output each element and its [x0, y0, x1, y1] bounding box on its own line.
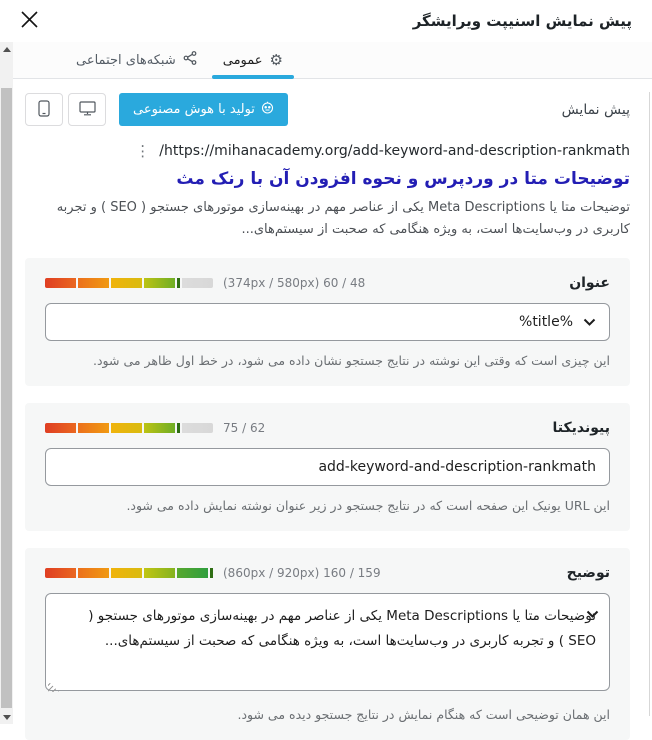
generate-with-ai-label: تولید با هوش مصنوعی [133, 102, 255, 117]
tab-general-label: عمومی [222, 52, 263, 68]
scroll-down-button[interactable] [0, 710, 13, 724]
close-button[interactable] [16, 6, 43, 36]
title-input[interactable] [45, 303, 610, 341]
title-field-label: عنوان [569, 274, 610, 291]
title-length-gauge [45, 278, 213, 288]
description-help-text: این همان توضیحی است که هنگام نمایش در نتایج جستجو دیده می شود. [237, 706, 610, 722]
mobile-icon [38, 100, 50, 120]
serp-description: توضیحات متا یا Meta Descriptions یکی از عناصر مهم در بهینه‌سازی موتورهای جستجو ( SEO ) و تجربه کاربری در وب‌سایت‌ها است، به ویژه هنگامی که صحبت از سیستم‌های... [56, 199, 630, 237]
permalink-count: 75 / 62 [223, 420, 266, 435]
description-field-card [25, 548, 630, 740]
title-field-card [25, 258, 630, 386]
scrollbar-thumb[interactable] [1, 88, 12, 708]
description-field-label: توضیح [566, 564, 610, 581]
scroll-up-button[interactable] [0, 42, 13, 56]
desktop-icon [79, 101, 96, 119]
title-value: %title% [519, 313, 573, 330]
title-count: (374px / 580px) 60 / 48 [223, 275, 366, 290]
serp-title-link[interactable]: توضیحات متا در وردپرس و نحوه افزودن آن با رنک مث [176, 169, 630, 189]
scroll-down-icon [3, 715, 11, 720]
serp-url-row [25, 143, 630, 159]
ai-robot-icon [261, 101, 274, 118]
close-icon [20, 10, 39, 32]
scroll-up-icon [3, 47, 11, 52]
chevron-down-icon[interactable] [586, 604, 599, 623]
share-network-icon [183, 51, 197, 69]
tab-social-label: شبکه‌های اجتماعی [76, 52, 176, 68]
tab-general[interactable] [210, 42, 296, 78]
desktop-preview-button[interactable] [68, 93, 106, 126]
permalink-input[interactable] [45, 448, 610, 486]
vertical-scrollbar[interactable] [0, 42, 13, 724]
panel-right-edge [649, 92, 650, 716]
serp-preview [25, 143, 630, 241]
modal-header [0, 0, 652, 42]
description-count: (860px / 920px) 160 / 159 [223, 565, 381, 580]
permalink-help-text: این URL یونیک این صفحه است که در نتایج جستجو در زیر عنوان نوشته نمایش داده می شود. [126, 497, 610, 513]
dots-vertical-icon: ⋮ [135, 141, 151, 160]
tab-social-networks[interactable] [63, 42, 210, 78]
preview-section-label: پیش نمایش [561, 101, 630, 118]
gear-icon: ⚙ [269, 50, 283, 69]
description-length-gauge [45, 568, 213, 578]
tab-bar [13, 42, 652, 79]
title-help-text: این چیزی است که وقتی این نوشته در نتایج جستجو نشان داده می شود، در خط اول ظاهر می شود. [93, 352, 610, 368]
modal-title: پیش نمایش اسنیپت ویرایشگر [412, 12, 632, 30]
preview-header [25, 93, 630, 126]
permalink-field-card [25, 403, 630, 531]
mobile-preview-button[interactable] [25, 93, 63, 126]
serp-url: https://mihanacademy.org/add-keyword-and-description-rankmath/ [159, 143, 630, 159]
preview-toolbar [25, 93, 288, 126]
permalink-field-label: پیوندیکتا [552, 419, 610, 436]
chevron-down-icon [583, 312, 596, 331]
permalink-length-gauge [45, 423, 213, 433]
description-textarea[interactable] [45, 593, 610, 691]
generate-with-ai-button[interactable] [119, 93, 288, 126]
